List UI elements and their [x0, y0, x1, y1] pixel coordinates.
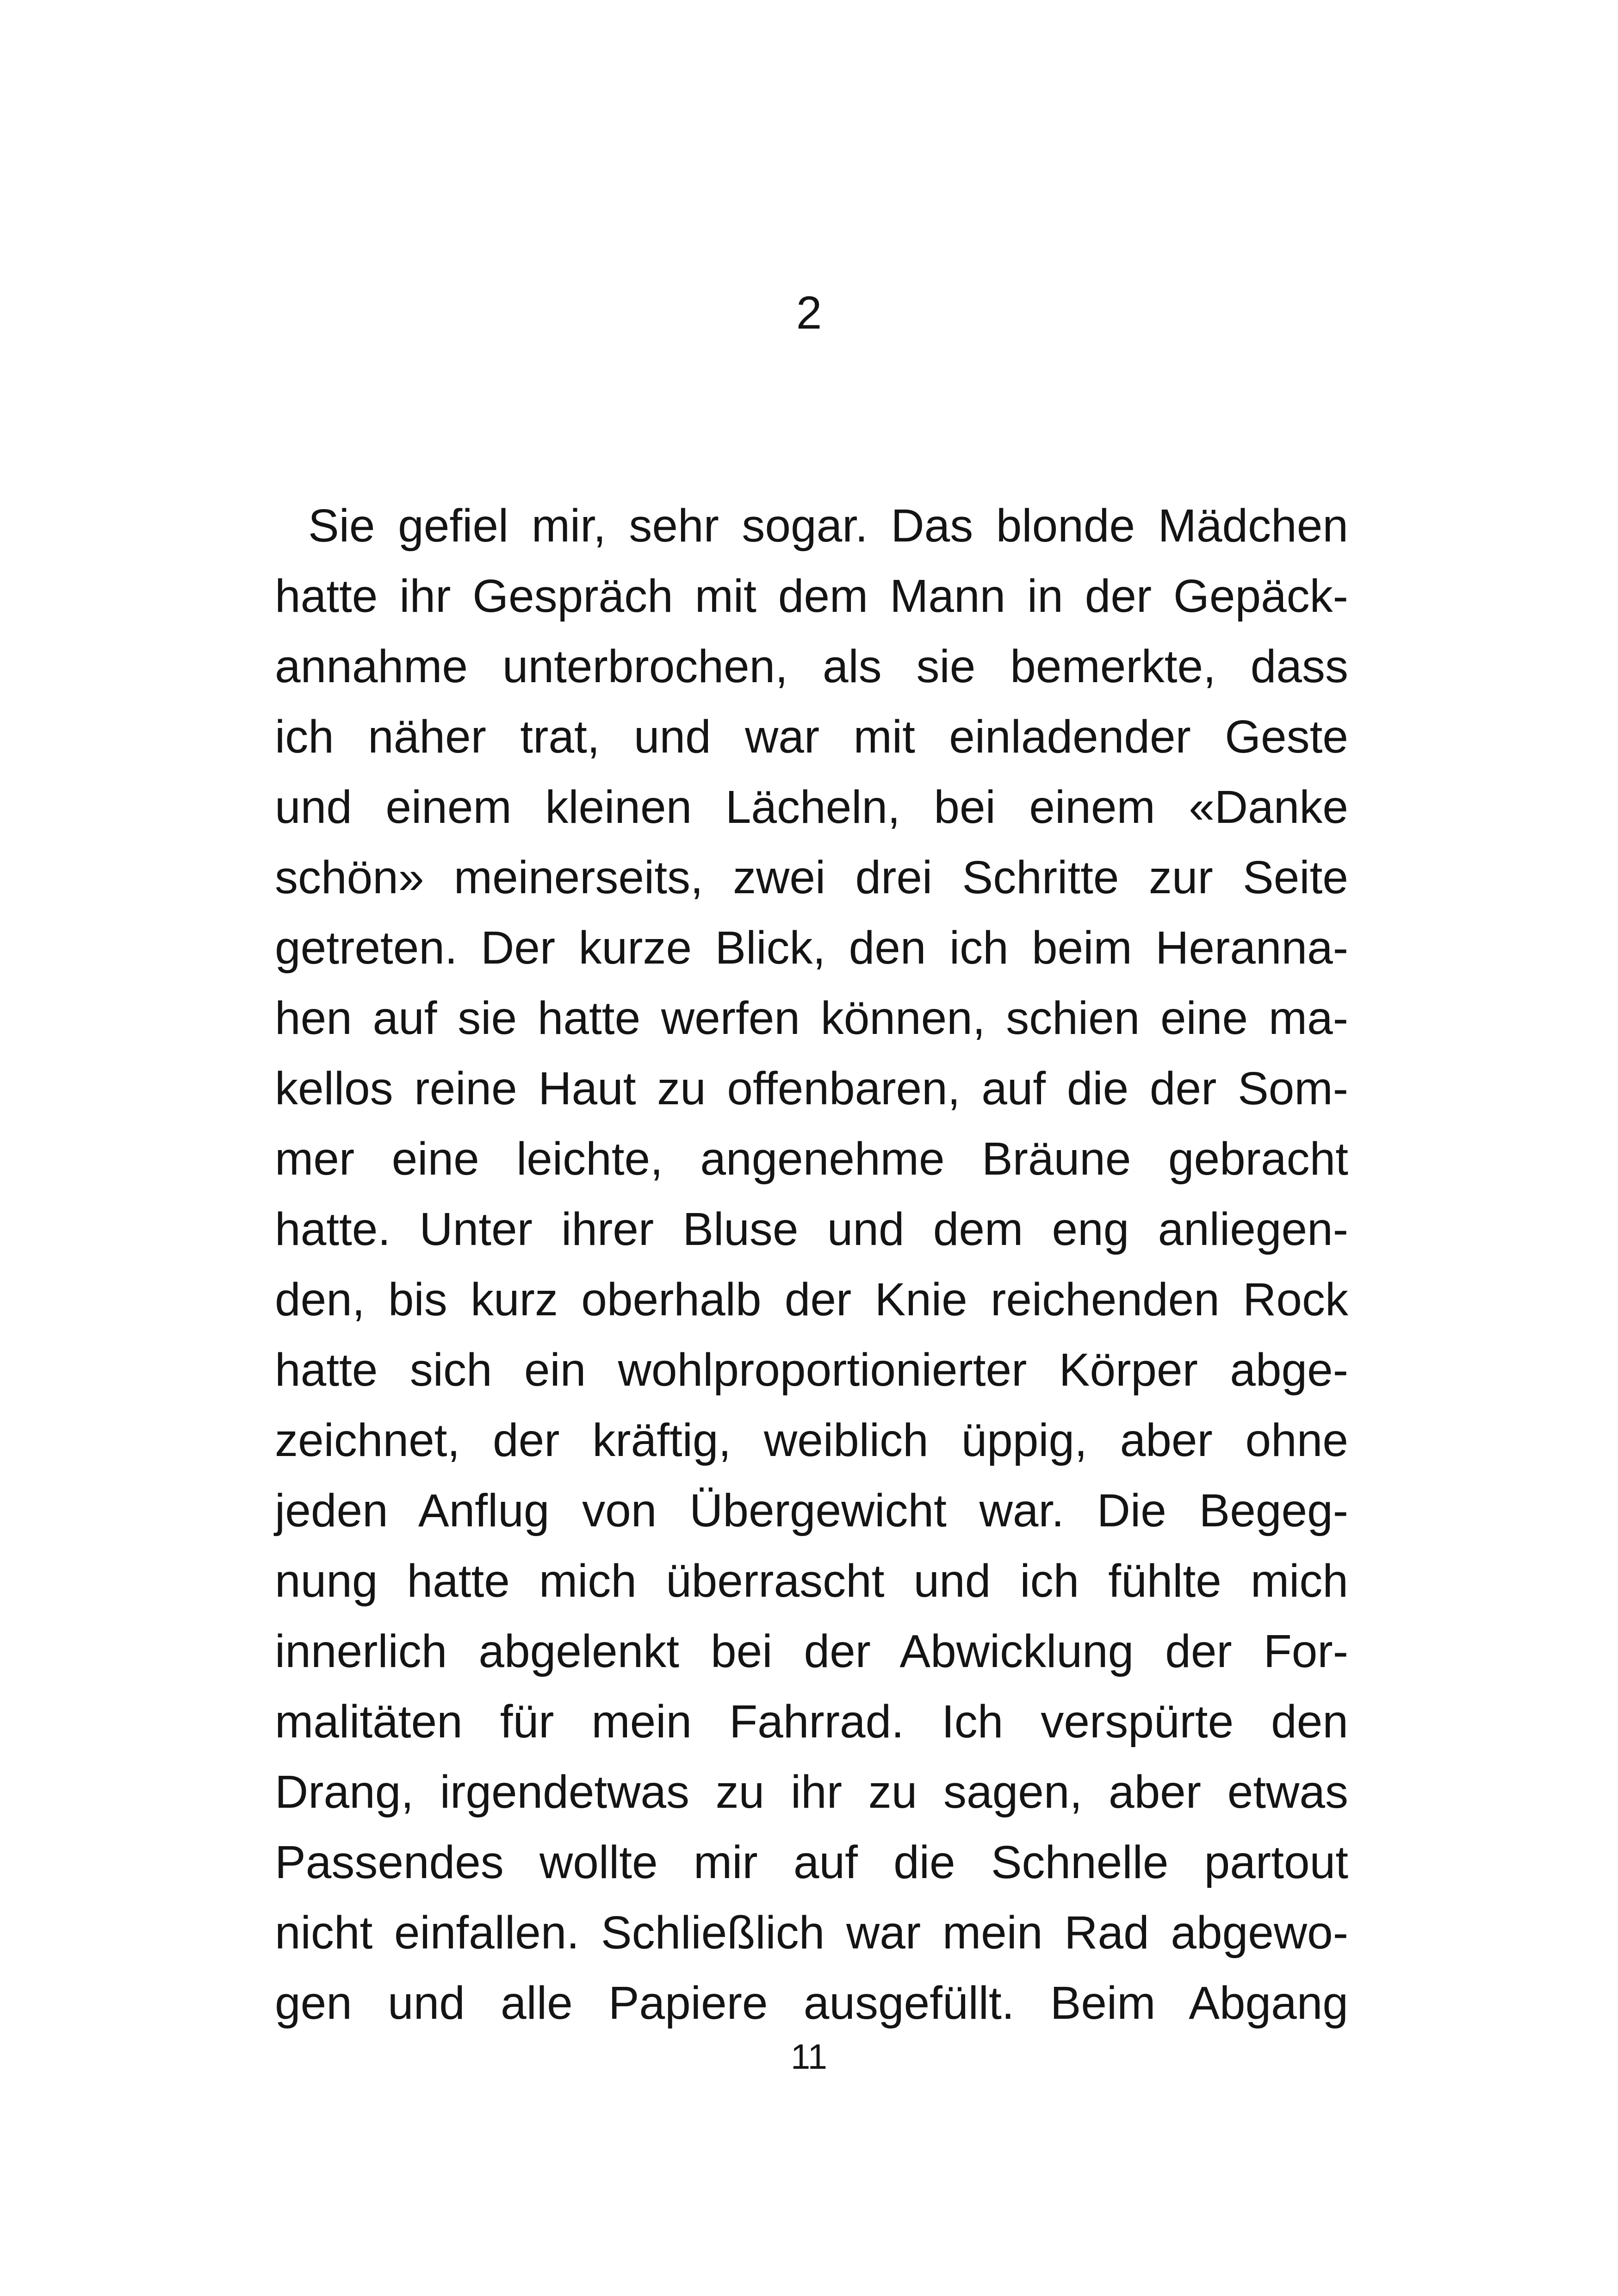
text-line: kellos reine Haut zu offenbaren, auf die der Som-: [275, 1063, 1348, 1114]
chapter-number: 2: [796, 287, 822, 339]
text-line: nung hatte mich überrascht und ich fühlte mich: [275, 1555, 1348, 1607]
text-line: Drang, irgendetwas zu ihr zu sagen, aber etwas: [275, 1766, 1348, 1818]
text-line: jeden Anflug von Übergewicht war. Die Begeg-: [275, 1485, 1348, 1537]
text-line: ich näher trat, und war mit einladender Geste: [275, 711, 1348, 763]
page-number: 11: [791, 2037, 827, 2077]
text-line: den, bis kurz oberhalb der Knie reichenden Rock: [275, 1274, 1348, 1325]
text-line: hatte. Unter ihrer Bluse und dem eng anliegen-: [275, 1203, 1348, 1255]
text-line: nicht einfallen. Schließlich war mein Rad abgewo-: [275, 1907, 1348, 1959]
text-line: innerlich abgelenkt bei der Abwicklung der For-: [275, 1625, 1348, 1677]
text-line: mer eine leichte, angenehme Bräune gebracht: [275, 1133, 1348, 1185]
text-line: gen und alle Papiere ausgefüllt. Beim Abgang: [275, 1977, 1348, 2029]
text-line: malitäten für mein Fahrrad. Ich verspürte den: [275, 1696, 1348, 1748]
text-line: Sie gefiel mir, sehr sogar. Das blonde Mädchen: [308, 500, 1348, 552]
text-line: hatte sich ein wohlproportionierter Körper abge-: [275, 1344, 1348, 1396]
text-line: schön» meinerseits, zwei drei Schritte zur Seite: [275, 852, 1348, 903]
text-line: zeichnet, der kräftig, weiblich üppig, aber ohne: [275, 1414, 1348, 1466]
text-line: hatte ihr Gespräch mit dem Mann in der Gepäck-: [275, 570, 1348, 622]
text-line: hen auf sie hatte werfen können, schien eine ma-: [275, 992, 1348, 1044]
text-line: und einem kleinen Lächeln, bei einem «Danke: [275, 781, 1348, 833]
text-line: getreten. Der kurze Blick, den ich beim Heranna-: [275, 922, 1348, 974]
text-line: Passendes wollte mir auf die Schnelle partout: [275, 1836, 1348, 1888]
body-paragraph: [275, 491, 1348, 2038]
text-line: annahme unterbrochen, als sie bemerkte, dass: [275, 641, 1348, 692]
